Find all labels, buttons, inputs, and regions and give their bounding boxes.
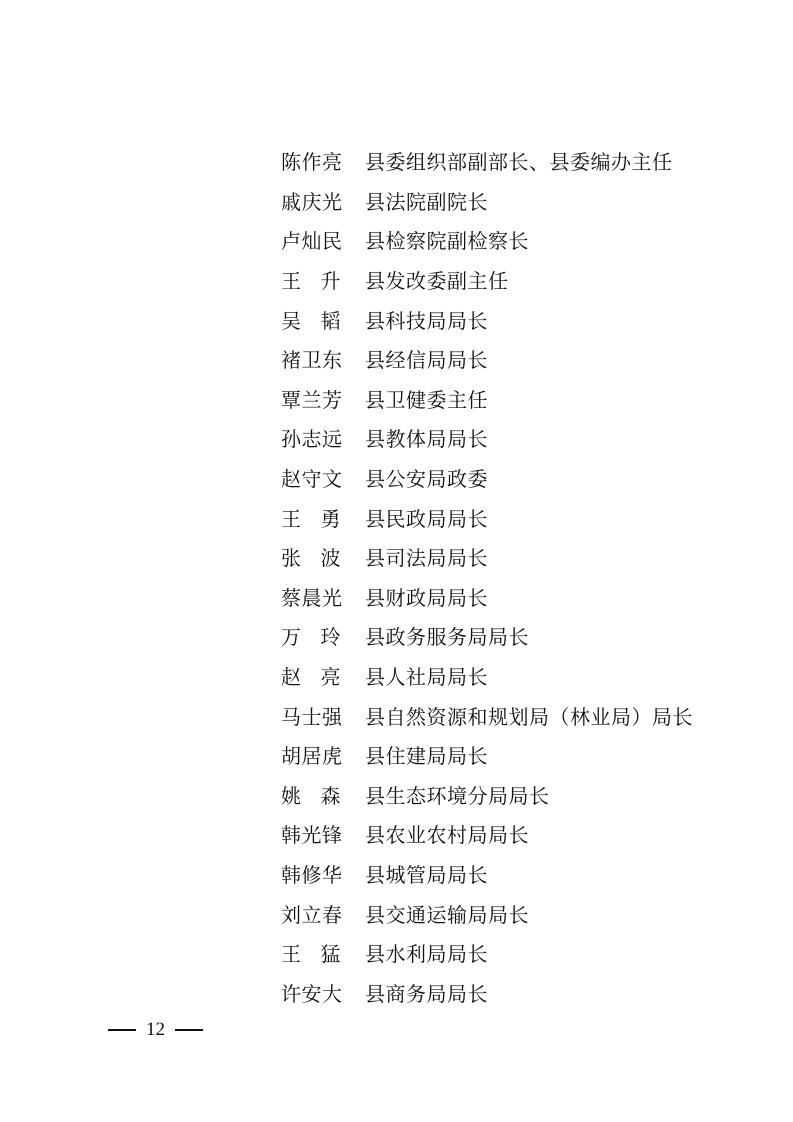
member-name: 蔡 晨 光 xyxy=(281,585,343,610)
member-title: 县卫健委主任 xyxy=(365,387,488,412)
member-title: 县委组织部副部长、县委编办主任 xyxy=(365,150,673,175)
member-title: 县生态环境分局局长 xyxy=(365,783,550,808)
member-title: 县经信局局长 xyxy=(365,348,488,373)
member-title: 县水利局局长 xyxy=(365,942,488,967)
member-name: 王 勇 xyxy=(281,506,341,531)
member-title: 县城管局局长 xyxy=(365,862,488,887)
member-row xyxy=(281,260,781,300)
member-row xyxy=(281,458,781,498)
member-row xyxy=(281,220,781,260)
member-row xyxy=(281,379,781,419)
member-row xyxy=(281,775,781,815)
member-row xyxy=(281,418,781,458)
member-title: 县人社局局长 xyxy=(365,665,488,690)
member-name: 王 升 xyxy=(281,269,341,294)
member-name: 赵 守 文 xyxy=(281,467,343,492)
member-name: 张 波 xyxy=(281,546,341,571)
member-row xyxy=(281,814,781,854)
member-row xyxy=(281,735,781,775)
member-title: 县教体局局长 xyxy=(365,427,488,452)
member-title: 县公安局政委 xyxy=(365,467,488,492)
member-title: 县检察院副检察长 xyxy=(365,229,529,254)
member-title: 县商务局局长 xyxy=(365,981,488,1006)
member-row xyxy=(281,497,781,537)
member-row xyxy=(281,616,781,656)
member-name: 万 玲 xyxy=(281,625,341,650)
right-dash xyxy=(175,1029,203,1031)
page-number: 12 xyxy=(146,1019,165,1040)
member-name: 王 猛 xyxy=(281,942,341,967)
member-name: 姚 森 xyxy=(281,783,341,808)
member-name: 覃 兰 芳 xyxy=(281,387,343,412)
member-row xyxy=(281,577,781,617)
member-row xyxy=(281,656,781,696)
left-dash xyxy=(108,1029,136,1031)
member-title: 县政务服务局局长 xyxy=(365,625,529,650)
member-title: 县民政局局长 xyxy=(365,506,488,531)
member-row xyxy=(281,854,781,894)
member-name: 胡 居 虎 xyxy=(281,744,343,769)
member-name: 卢 灿 民 xyxy=(281,229,343,254)
member-title: 县发改委副主任 xyxy=(365,269,509,294)
member-row xyxy=(281,299,781,339)
member-row xyxy=(281,695,781,735)
member-name: 马 士 强 xyxy=(281,704,343,729)
member-title: 县交通运输局局长 xyxy=(365,902,529,927)
member-name: 戚 庆 光 xyxy=(281,189,343,214)
member-name: 韩 光 锋 xyxy=(281,823,343,848)
member-name: 吴 韬 xyxy=(281,308,341,333)
member-name: 陈 作 亮 xyxy=(281,150,343,175)
member-name: 刘 立 春 xyxy=(281,902,343,927)
member-row xyxy=(281,339,781,379)
member-title: 县农业农村局局长 xyxy=(365,823,529,848)
member-name: 许 安 大 xyxy=(281,981,343,1006)
page-footer xyxy=(108,1019,203,1041)
member-row xyxy=(281,141,781,181)
member-name: 韩 修 华 xyxy=(281,862,343,887)
member-name: 孙 志 远 xyxy=(281,427,343,452)
member-row xyxy=(281,972,781,1012)
member-row xyxy=(281,181,781,221)
member-title: 县财政局局长 xyxy=(365,585,488,610)
member-name: 赵 亮 xyxy=(281,665,341,690)
member-title: 县法院副院长 xyxy=(365,189,488,214)
member-title: 县司法局局长 xyxy=(365,546,488,571)
member-name: 褚 卫 东 xyxy=(281,348,343,373)
member-title: 县住建局局长 xyxy=(365,744,488,769)
member-row xyxy=(281,537,781,577)
member-title: 县科技局局长 xyxy=(365,308,488,333)
member-row xyxy=(281,893,781,933)
member-row xyxy=(281,933,781,973)
member-list xyxy=(281,141,781,1012)
member-title: 县自然资源和规划局（林业局）局长 xyxy=(365,704,693,729)
